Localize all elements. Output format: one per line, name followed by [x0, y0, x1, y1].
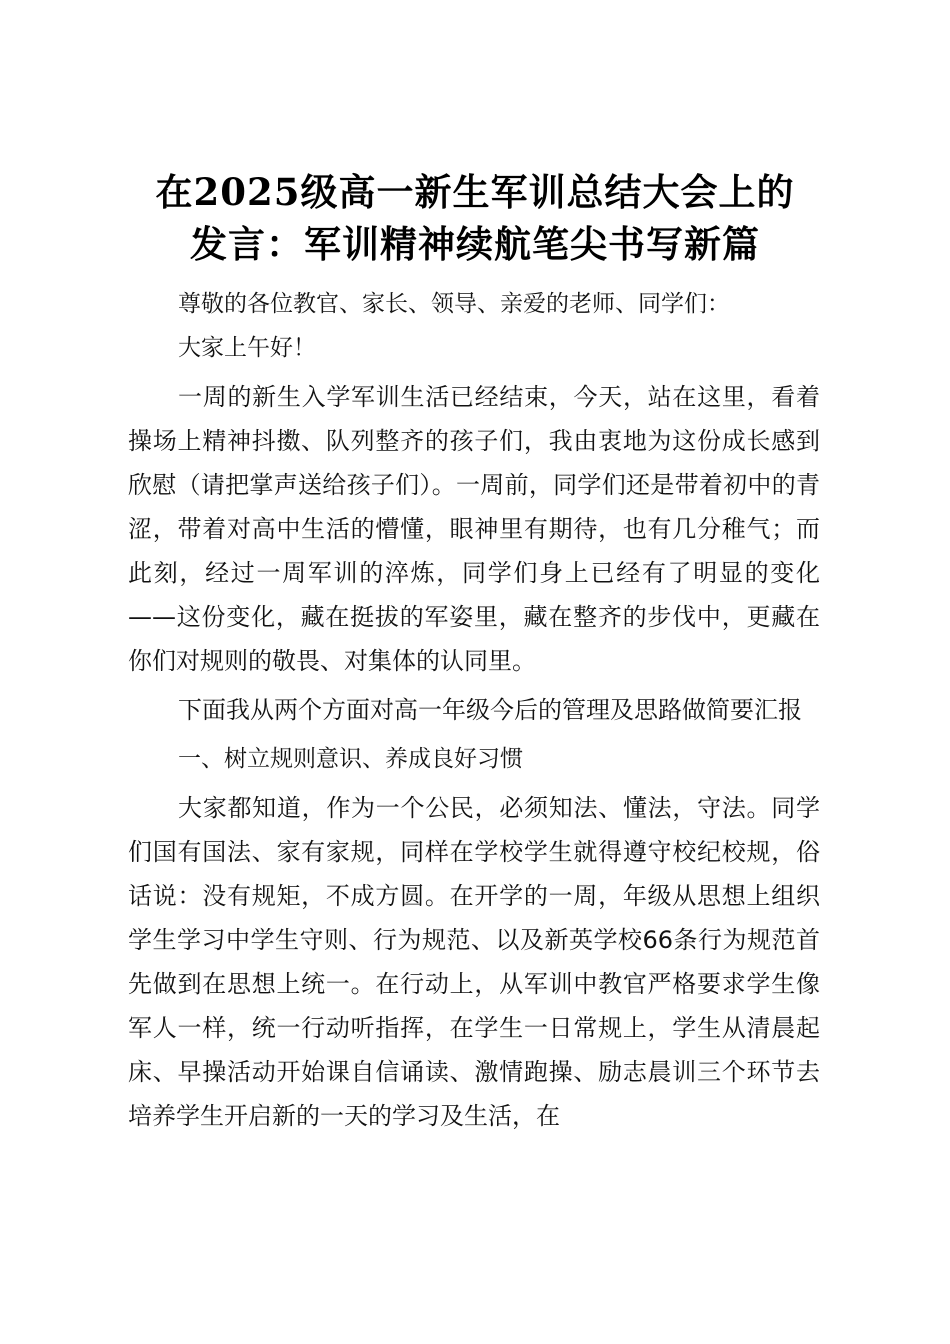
paragraph-section-1: 大家都知道，作为一个公民，必须知法、懂法，守法。同学们国有国法、家有家规，同样在学校学生就得遵守校纪校规，俗话说：没有规矩，不成方圆。在开学的一周，年级从思想上组织学生学习中学生守则、行为规范、以及新英学校66条行为规范首先做到在思想上统一。在行动上，从军训中教官严格要求学生像军人一样，统一行动听指挥，在学生一日常规上，学生从清晨起床、早操活动开始课自信诵读、激情跑操、励志晨训三个环节去培养学生开启新的一天的学习及生活，在: [128, 794, 820, 1130]
salutation: 尊敬的各位教官、家长、领导、亲爱的老师、同学们：: [178, 291, 730, 317]
paragraph-intro: 一周的新生入学军训生活已经结束，今天，站在这里，看着操场上精神抖擞、队列整齐的孩子们，我由衷地为这份成长感到欣慰（请把掌声送给孩子们）。一周前，同学们还是带着初中的青涩，带着对高中生活的懵懂，眼神里有期待，也有几分稚气；而此刻，经过一周军训的淬炼，同学们身上已经有了明显的变化——这份变化，藏在挺拔的军姿里，藏在整齐的步伐中，更藏在你们对规则的敬畏、对集体的认同里。: [128, 383, 820, 675]
greeting: 大家上午好！: [178, 335, 316, 361]
document-body: [128, 282, 820, 1138]
page-title: [110, 166, 840, 270]
section-heading: 一、树立规则意识、养成良好习惯: [178, 746, 523, 772]
title-line-2: 发言：军训精神续航笔尖书写新篇: [190, 222, 760, 266]
paragraph-report: 下面我从两个方面对高一年级今后的管理及思路做简要汇报: [178, 696, 802, 724]
title-line-1: 在2025级高一新生军训总结大会上的: [155, 170, 795, 214]
